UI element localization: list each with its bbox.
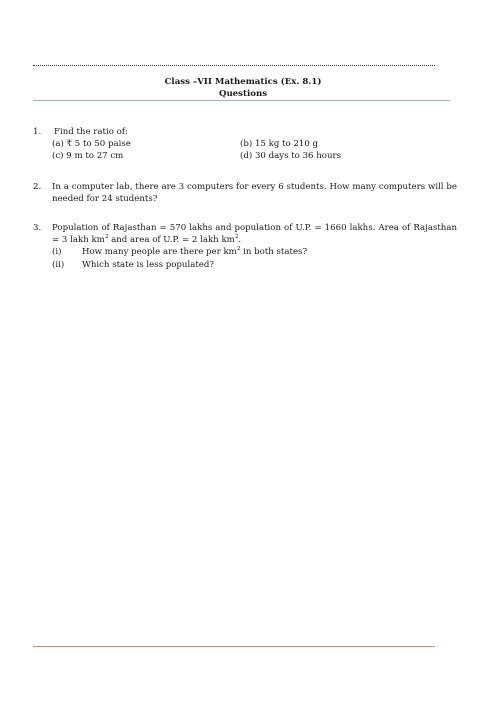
sub-question-text-part: in both states?	[240, 247, 308, 258]
question-number: 1.	[33, 127, 42, 137]
question-3	[33, 222, 458, 282]
question-2	[33, 181, 458, 207]
footer-divider	[33, 646, 435, 647]
sub-question-text-part: How many people are there per km	[82, 247, 237, 258]
superscript: 2	[104, 234, 109, 241]
part-d: (d) 30 days to 36 hours	[240, 151, 342, 162]
question-body	[52, 126, 457, 163]
question-parts-row	[52, 150, 457, 162]
question-number: 2.	[33, 182, 42, 192]
page-subtitle: Questions	[218, 89, 268, 99]
question-text-part: Population of Rajasthan = 570 lakhs and population of U.P. = 1660 lakhs. Area of Rajasthan = 3 lakh km	[52, 223, 457, 246]
page-title: Class –VII Mathematics (Ex. 8.1)	[164, 77, 322, 87]
question-text	[52, 222, 457, 246]
question-text: In a computer lab, there are 3 computers for every 6 students. How many computers will be needed for 24 students?	[52, 182, 457, 205]
superscript: 2	[236, 246, 241, 253]
header-dotted-divider	[33, 65, 435, 66]
part-c: (c) 9 m to 27 cm	[52, 151, 124, 162]
question-text-part: and area of U.P. = 2 lakh km	[108, 235, 235, 246]
question-body	[52, 222, 457, 271]
sub-question-i	[52, 246, 457, 258]
superscript: 2	[234, 234, 239, 241]
sub-question-number: (ii)	[52, 259, 65, 270]
sub-question-ii	[52, 259, 457, 271]
question-number: 3.	[33, 223, 42, 233]
part-b: (b) 15 kg to 210 g	[240, 139, 319, 150]
sub-question-text	[82, 246, 307, 258]
question-parts-row	[52, 138, 457, 150]
header-divider	[33, 100, 450, 101]
sub-question-number: (i)	[52, 247, 62, 258]
question-text-part: .	[238, 235, 242, 246]
question-intro-text: Find the ratio of:	[54, 127, 128, 137]
question-intro	[52, 126, 457, 138]
question-1	[33, 126, 458, 166]
part-a: (a) ₹ 5 to 50 paise	[52, 139, 131, 150]
sub-question-text: Which state is less populated?	[82, 259, 214, 270]
